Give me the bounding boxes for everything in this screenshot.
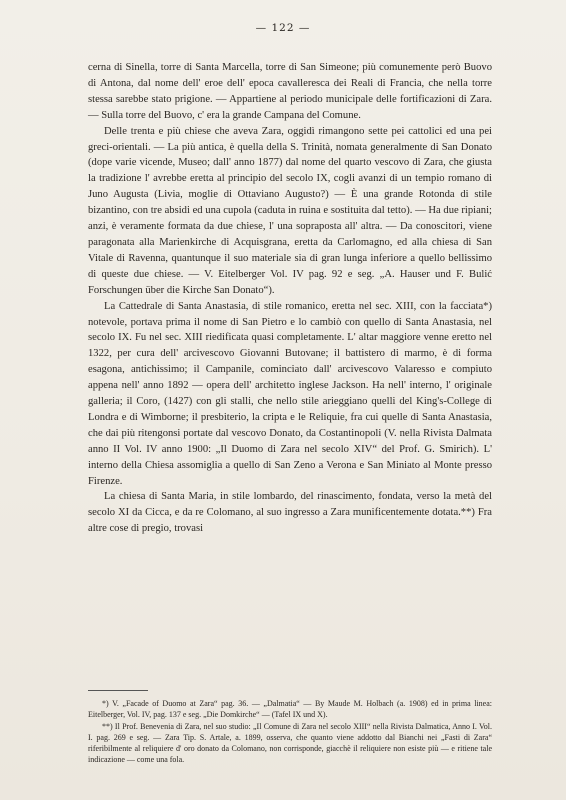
footnote-1: *) V. „Facade of Duomo at Zara“ pag. 36. — „Dalmatia“ — By Maude M. Holbach (a. 1908) ed in prima linea: Eitelberger, Vol. IV, pag. 137 e seg. „Die Domkirche“ — (Tafel IX und X). xyxy=(88,699,492,719)
footnote-divider xyxy=(88,690,148,691)
footnote-2: **) Il Prof. Benevenia di Zara, nel suo studio: „Il Comune di Zara nel secolo XIII“ nella Rivista Dalmatica, Anno I. Vol. I. pag. 269 e seg. — Zara Tip. S. Artale, a. 1899, osserva, che quanto viene addotto dal Bianchi nei „Fasti di Zara“ riferibilmente al reliquiere d' oro donato da Colomano, non corrisponde, giacchè il reliquiere non esiste più — e ritiene tale indicazione — come una fola. xyxy=(88,722,492,764)
paragraph-santa-maria: La chiesa di Santa Maria, in stile lombardo, del rinascimento, fondata, verso la metà del secolo XI da Cicca, e da re Colomano, al suo ingresso a Zara munificentemente dotata.**) Fra altre cose di pregio, trovasi xyxy=(88,491,492,535)
paragraph-torre-del-buovo: cerna di Sinella, torre di Santa Marcella, torre di San Simeone; più comunemente però Buovo di Antona, dal nome dell' eroe dell' epoca cavalleresca dei Reali di Francia, che nella torre stessa sarebbe stato prigione. — Appartiene al periodo municipale delle fortificazioni di Zara. — Sulla torre del Buovo, c' era la grande Campana del Comune. xyxy=(88,62,492,121)
main-text xyxy=(88,60,492,537)
paragraph-san-donato: Delle trenta e più chiese che aveva Zara, oggidì rimangono sette pei cattolici ed una pei greci-orientali. — La più antica, è quella della S. Trinità, nomata generalmente di San Donato (dope varie vicende, Museo; dall' anno 1877) dal nome del quarto vescovo di Zara, che giusta la tradizione l' avrebbe eretta al principio del secolo IX, cogli avanzi di un tempio romano di Juno Augusta (Livia, moglie di Ottaviano Augusto?) — È una grande Rotonda di stile bizantino, con tre absidi ed una cupola (caduta in ruina e sostituita dal tetto). — Ha due ripiani; anzi, è veramente formata da due chiese, l' una sopraposta all' altra. — Da conoscitori, viene paragonata alla Marienkirche di Acquisgrana, eretta da Carlomagno, ed alla chiesa di San Vitale di Ravenna, quantunque il suo materiale sia di gran lunga inferiore a quello bellissimo di queste due chiese. — V. Eitelberger Vol. IV pag. 92 e seg. „A. Hauser und F. Bulić Forschungen über die Kirche San Donato“). xyxy=(88,125,492,296)
page-number: — 122 — xyxy=(255,22,311,34)
footnotes xyxy=(88,698,492,766)
paragraph-cattedrale: La Cattedrale di Santa Anastasia, di stile romanico, eretta nel sec. XIII, con la facciata*) notevole, portava prima il nome di San Pietro e lo cambiò con quello di Santa Anastasia, nel secolo IX. Fu nel sec. XIII riedificata quasi completamente. L' altar maggiore venne eretto nel 1322, per cura dell' arcivescovo Giovanni Butovane; il battistero di marmo, è di forma esagona, antichissimo; il Campanile, cominciato dall' arcivescovo Valaresso e compiuto appena nell' anno 1892 — opera dell' architetto inglese Jackson. Ha nell' interno, l' originale galleria; il Coro, (1427) con gli stalli, che nello stile arieggiano quelli del King's-College di Londra e di Wimborne; il presbiterio, la cripta e le Reliquie, fra cui quelle di Santa Anastasia, che dai più ritengonsi portate dal vescovo Donato, da Costantinopoli (V. nella Rivista Dalmata anno II Vol. IV anno 1900: „Il Duomo di Zara nel secolo XIV“ del Prof. G. Smirich). L' interno della Chiesa assomiglia a quello di San Zeno a Verona e San Miniato al Monte presso Firenze. xyxy=(88,300,492,487)
